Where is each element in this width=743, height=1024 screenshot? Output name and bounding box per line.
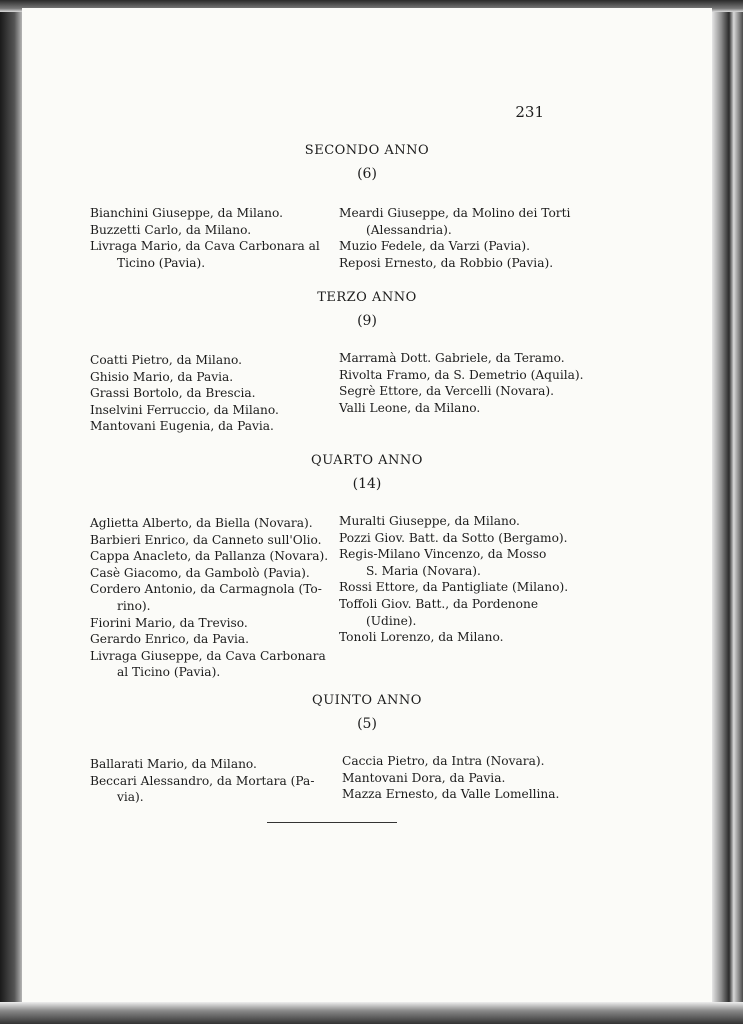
list-item-continuation: rino). — [117, 598, 151, 613]
section-title-quinto-anno: QUINTO ANNO — [312, 693, 422, 708]
list-item: Aglietta Alberto, da Biella (Novara). — [90, 516, 313, 530]
page-number: 231 — [515, 103, 544, 121]
list-item: Reposi Ernesto, da Robbio (Pavia). — [339, 255, 554, 270]
list-item: Buzzetti Carlo, da Milano. — [90, 222, 252, 237]
section-count-secondo-anno: (6) — [357, 166, 377, 182]
list-item: Mantovani Eugenia, da Pavia. — [90, 419, 274, 434]
scan-left-edge — [0, 0, 24, 1024]
list-item: Tonoli Lorenzo, da Milano. — [339, 630, 504, 645]
scan-bottom-edge — [0, 1002, 743, 1024]
list-item: Beccari Alessandro, da Mortara (Pa- — [90, 773, 315, 788]
list-item-continuation: (Alessandria). — [366, 222, 452, 237]
list-quarto-anno-right — [339, 513, 568, 646]
list-item: Pozzi Giov. Batt. da Sotto (Bergamo). — [339, 530, 568, 545]
list-item: Rossi Ettore, da Pantigliate (Milano). — [339, 580, 569, 595]
list-item: Inselvini Ferruccio, da Milano. — [90, 402, 279, 417]
list-item: Ballarati Mario, da Milano. — [90, 757, 257, 771]
section-title-terzo-anno: TERZO ANNO — [317, 290, 417, 305]
section-title-secondo-anno: SECONDO ANNO — [304, 143, 430, 158]
closing-rule — [267, 822, 397, 823]
list-item: Toffoli Giov. Batt., da Pordenone — [339, 596, 539, 611]
list-item: Livraga Giuseppe, da Cava Carbonara — [90, 648, 326, 663]
list-item-continuation: al Ticino (Pavia). — [117, 665, 221, 680]
list-item: Cappa Anacleto, da Pallanza (Novara). — [90, 549, 329, 564]
list-item: Gerardo Enrico, da Pavia. — [90, 632, 250, 647]
list-item: Fiorini Mario, da Treviso. — [90, 615, 248, 630]
section-count-quinto-anno: (5) — [357, 716, 377, 732]
list-item: Casè Giacomo, da Gambolò (Pavia). — [90, 565, 310, 580]
list-item: Muralti Giuseppe, da Milano. — [339, 514, 520, 528]
list-terzo-anno-left — [90, 352, 279, 435]
list-secondo-anno-right — [339, 205, 570, 271]
list-item: Ghisio Mario, da Pavia. — [90, 369, 234, 384]
list-item-continuation: S. Maria (Novara). — [366, 563, 481, 578]
list-item: Segrè Ettore, da Vercelli (Novara). — [339, 384, 554, 399]
list-item: Grassi Bortolo, da Brescia. — [90, 386, 256, 401]
list-quinto-anno-right — [342, 753, 559, 803]
list-item: Barbieri Enrico, da Canneto sull'Olio. — [90, 532, 322, 547]
list-quarto-anno-left — [90, 515, 328, 681]
list-quinto-anno-left — [90, 756, 314, 806]
list-item: Valli Leone, da Milano. — [339, 400, 481, 415]
list-item: Bianchini Giuseppe, da Milano. — [90, 206, 284, 220]
list-item-continuation: Ticino (Pavia). — [117, 255, 206, 270]
list-secondo-anno-left — [90, 205, 320, 271]
list-item: Livraga Mario, da Cava Carbonara al — [90, 239, 320, 254]
list-item: Mazza Ernesto, da Valle Lomellina. — [342, 787, 560, 802]
list-item-continuation: (Udine). — [366, 613, 417, 628]
list-item: Regis-Milano Vincenzo, da Mosso — [339, 547, 547, 562]
list-item: Marramà Dott. Gabriele, da Teramo. — [339, 351, 565, 365]
list-item-continuation: via). — [117, 790, 144, 805]
section-count-terzo-anno: (9) — [357, 313, 377, 329]
list-terzo-anno-right — [339, 350, 584, 416]
list-item: Caccia Pietro, da Intra (Novara). — [342, 754, 545, 768]
section-count-quarto-anno: (14) — [352, 476, 382, 492]
list-item: Coatti Pietro, da Milano. — [90, 353, 242, 367]
book-page — [22, 8, 712, 1008]
scan-right-edge — [712, 0, 743, 1024]
list-item: Rivolta Framo, da S. Demetrio (Aquila). — [339, 367, 584, 382]
list-item: Cordero Antonio, da Carmagnola (To- — [90, 582, 322, 597]
list-item: Meardi Giuseppe, da Molino dei Torti — [339, 206, 571, 220]
section-title-quarto-anno: QUARTO ANNO — [311, 453, 423, 468]
list-item: Muzio Fedele, da Varzi (Pavia). — [339, 239, 530, 254]
list-item: Mantovani Dora, da Pavia. — [342, 770, 506, 785]
